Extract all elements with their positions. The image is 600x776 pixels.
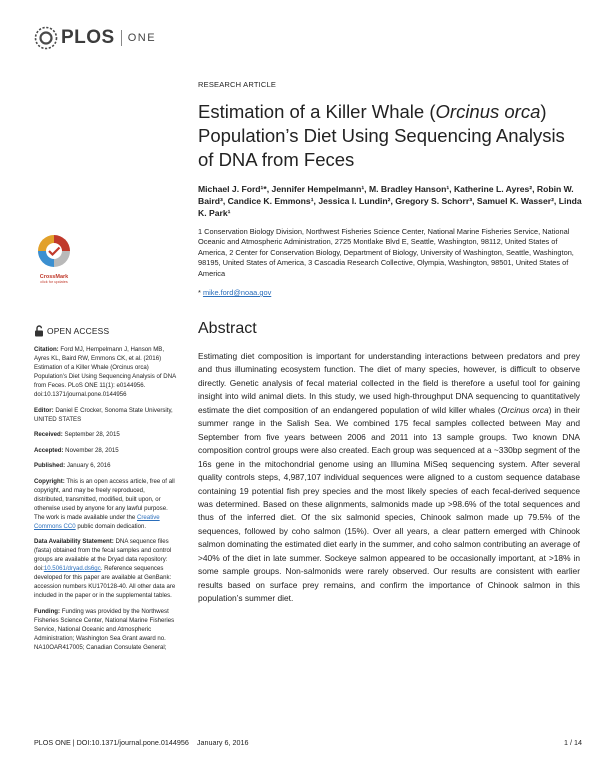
editor-label: Editor: [34,406,54,414]
affiliations: 1 Conservation Biology Division, Northwest Fisheries Science Center, National Marine Fisheries Service, National Oceanic and Atmospheric Administration, 2725 Montlake Blvd E, Seattle, Washington, 98112, United States of America, 2 Center for Conservation Biology, Department of Biology, University of Washington, Seattle, Washington, 98195, United States of America, 3 Cascadia Research Collective, Olympia, Washington, 98501, United States of America [198,227,574,278]
citation-label: Citation: [34,346,59,353]
open-lock-icon [34,325,44,337]
correspondence-marker: * [198,288,201,297]
funding-block [34,607,176,652]
title-pre: Estimation of a Killer Whale ( [198,101,436,122]
abstract-heading: Abstract [198,320,257,337]
data-text-2: . Reference sequences developed for this paper are available at GenBank: accession numbers KU170128-40. All other data are included in the paper or in the supplemental tables. [34,565,176,599]
funding-text: Funding was provided by the Northwest Fisheries Science Center, National Marine Fisheries Service, National Oceanic and Atmospheric Administration; Washington Sea Grant award no. NA10OAR417005; Canadian Consulate General; [34,607,175,651]
copyright-block [34,477,176,531]
page-number: 1 / 14 [564,738,582,747]
received-block [34,430,176,439]
plos-logo[interactable] [34,26,156,50]
article-type: RESEARCH ARTICLE [198,80,277,89]
open-access-badge [34,325,109,337]
abstract-part-1: Estimating diet composition is important for understanding interactions between predators and prey and thus illuminating ecosystem function. The diet of many species, however, is difficult to observe directly. Genetic analysis of fecal material collected in the field is therefore a useful tool for gaining insight into wild animal diets. In this study, we used high-throughput DNA sequencing to quantitatively estimate the diet composition of an endangered population of wild killer whales ( [198,351,580,415]
logo-divider [121,30,122,46]
published-label: Published: [34,462,66,469]
author-list: Michael J. Ford¹*, Jennifer Hempelmann¹, M. Bradley Hanson¹, Katherine L. Ayres², Robin W. Baird³, Candice K. Emmons¹, Jessica I. Lundin², Gregory S. Schorr³, Samuel K. Wasser², Linda K. Park¹ [198,184,582,218]
plos-logo-icon [34,26,58,50]
crossmark-icon [34,233,74,269]
citation-text: Ford MJ, Hempelmann J, Hanson MB, Ayres KL, Baird RW, Emmons CK, et al. (2016) Estimation of a Killer Whale (Orcinus orca) Population’s Diet Using Sequencing Analysis of DNA from Feces. PLoS ONE 11(1): e0144956. doi:10.1371/journal.pone.0144956 [34,346,176,398]
footer-citation: PLOS ONE | DOI:10.1371/journal.pone.0144956 January 6, 2016 [34,738,249,747]
cc0-link[interactable]: Creative Commons CC0 [34,513,160,530]
accepted-block [34,446,176,455]
data-availability-block [34,537,176,600]
copyright-tail: public domain dedication. [77,522,147,530]
abstract-italic: Orcinus orca [500,404,549,415]
article-sidebar [34,345,176,658]
accepted-text: November 28, 2015 [65,446,119,454]
data-text-1: DNA sequence files (fasta) obtained from the fecal samples and control groups are available at the Dryad data repository: doi: [34,538,172,572]
citation-block [34,345,176,399]
abstract-body [198,350,580,606]
open-access-label: OPEN ACCESS [47,326,110,336]
dryad-link[interactable]: 10.5061/dryad.ds6gc [43,565,101,572]
title-italic: Orcinus orca [435,101,541,122]
logo-text: PLOS [61,27,115,48]
page-footer [34,738,582,747]
crossmark-label: CrossMark [39,274,69,280]
copyright-text: This is an open access article, free of all copyright, and may be freely reproduced, distributed, transmitted, modified, built upon, or otherwise used by anyone for any lawful purpose. The work is made available under the [34,477,175,521]
correspondence [198,288,271,297]
funding-label: Funding: [34,607,61,615]
correspondence-email-link[interactable]: mike.ford@noaa.gov [202,288,272,297]
journal-name: ONE [127,32,157,44]
received-label: Received: [34,431,63,438]
received-text: September 28, 2015 [64,431,120,438]
data-availability-label: Data Availability Statement: [34,538,114,545]
abstract-part-2: ) in their summer range in the Salish Sea. We combined 175 fecal samples collected between May and September from five years between 2006 and 2011 into 13 sample groups. Two known DNA composition control groups were also created. Each group was sequenced at a ~330bp segment of the 16s gene in the mitochondrial genome using an Illumina MiSeq sequencing system. After several quality controls steps, 4,987,107 individual sequences were aligned to a custom sequence database containing 19 potential fish prey species and the most likely species of each fecal-derived sequence was determined. Based on these alignments, salmonids made up >98.6% of the total sequences and thus of the inferred diet. Of the six salmonid species, Chinook salmon made up 79.5% of the sequences, followed by coho salmon (15%). Over all years, a clear pattern emerged with Chinook salmon dominating the estimated diet early in the summer, and coho salmon contributing an average of >40% of the diet in late summer. Sockeye salmon appeared to be occasionally important, at >18% in some sample groups. Non-salmonids were rarely observed. Our results are consistent with earlier results based on surface prey remains, and confirm the importance of Chinook salmon in this population’s summer diet. [198,404,580,604]
published-block [34,461,176,470]
crossmark-badge[interactable] [34,233,74,284]
accepted-label: Accepted: [34,446,64,454]
crossmark-sub: click for updates [40,280,68,284]
article-title [198,100,578,172]
published-text: January 6, 2016 [66,462,111,469]
editor-text: Daniel E Crocker, Sonoma State University, UNITED STATES [34,406,173,423]
editor-block [34,406,176,424]
title-post: ) Population’s Diet Using Sequencing Analysis of DNA from Feces [198,101,565,170]
copyright-label: Copyright: [34,477,65,485]
